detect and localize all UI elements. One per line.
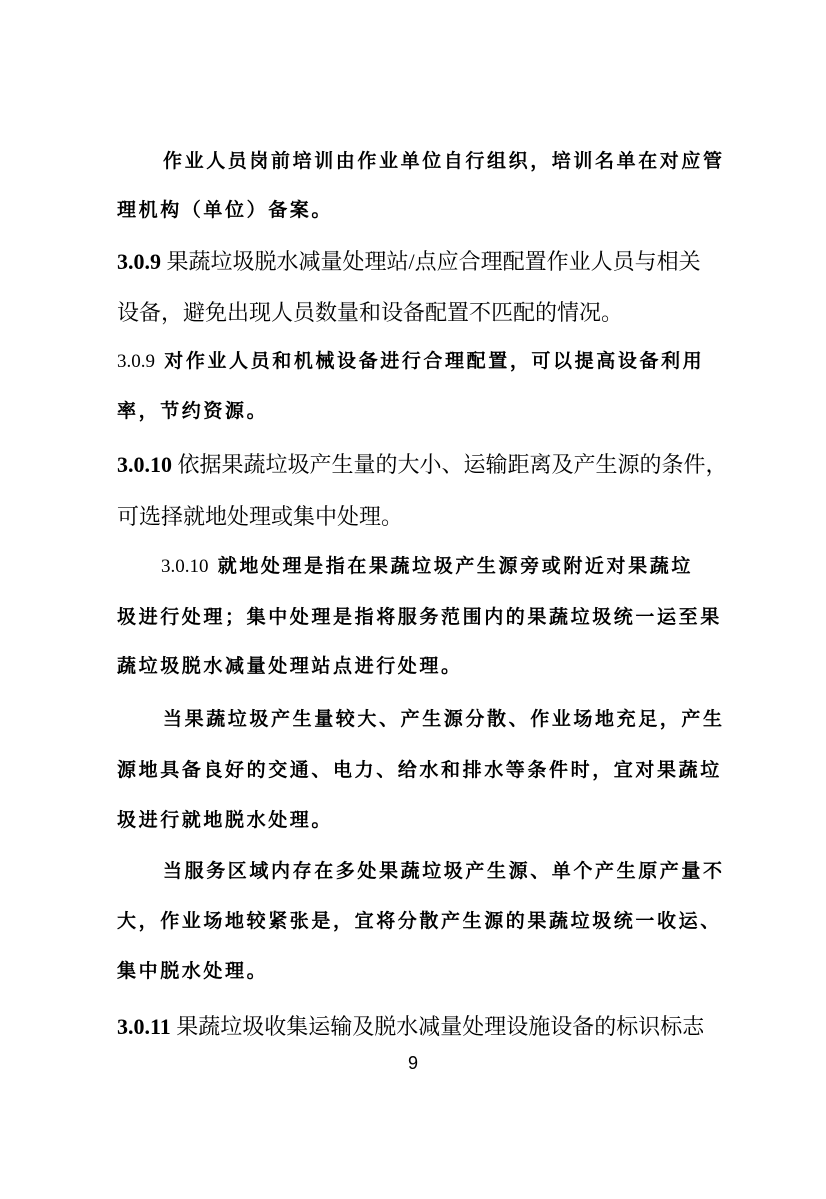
clause-number: 3.0.9 xyxy=(117,249,161,274)
commentary-line: 源地具备良好的交通、电力、给水和排水等条件时，宜对果蔬垃 xyxy=(117,759,722,781)
commentary-line: 圾进行处理；集中处理是指将服务范围内的果蔬垃圾统一运至果 xyxy=(117,606,722,628)
clause-text: 依据果蔬垃圾产生量的大小、运输距离及产生源的条件， xyxy=(177,452,728,477)
clause-line: 设备，避免出现人员数量和设备配置不匹配的情况。 xyxy=(117,300,624,325)
commentary-text: 对作业人员和机械设备进行合理配置，可以提高设备利用 xyxy=(164,350,705,372)
commentary-line: 率，节约资源。 xyxy=(117,400,269,422)
commentary-line: 集中脱水处理。 xyxy=(117,960,269,982)
clause-3-0-9-line xyxy=(117,251,717,273)
commentary-line: 蔬垃圾脱水减量处理站点进行处理。 xyxy=(117,655,463,677)
page-number: 9 xyxy=(407,1053,418,1073)
commentary-line: 大，作业场地较紧张是，宜将分散产生源的果蔬垃圾统一收运、 xyxy=(117,910,722,932)
commentary-line: 理机构（单位）备案。 xyxy=(117,199,334,221)
clause-number: 3.0.11 xyxy=(117,1014,171,1039)
commentary-3-0-10-line xyxy=(161,557,717,576)
commentary-line: 当果蔬垃圾产生量较大、产生源分散、作业场地充足，产生 xyxy=(163,708,725,730)
clause-3-0-11-line xyxy=(117,1016,717,1038)
commentary-line: 当服务区域内存在多处果蔬垃圾产生源、单个产生原产量不 xyxy=(163,860,725,882)
clause-text: 果蔬垃圾收集运输及脱水减量处理设施设备的标识标志 xyxy=(176,1014,705,1039)
commentary-3-0-9-line xyxy=(117,352,717,371)
commentary-text: 就地处理是指在果蔬垃圾产生源旁或附近对果蔬垃 xyxy=(217,555,693,577)
commentary-number: 3.0.10 xyxy=(161,556,209,577)
commentary-line: 圾进行就地脱水处理。 xyxy=(117,809,334,831)
clause-number: 3.0.10 xyxy=(117,452,172,477)
clause-3-0-10-line xyxy=(117,452,728,477)
clause-line: 可选择就地处理或集中处理。 xyxy=(117,504,404,529)
commentary-number: 3.0.9 xyxy=(117,351,155,372)
clause-text: 果蔬垃圾脱水减量处理站/点应合理配置作业人员与相关 xyxy=(166,249,701,274)
commentary-line: 作业人员岗前培训由作业单位自行组织，培训名单在对应管 xyxy=(163,150,725,172)
